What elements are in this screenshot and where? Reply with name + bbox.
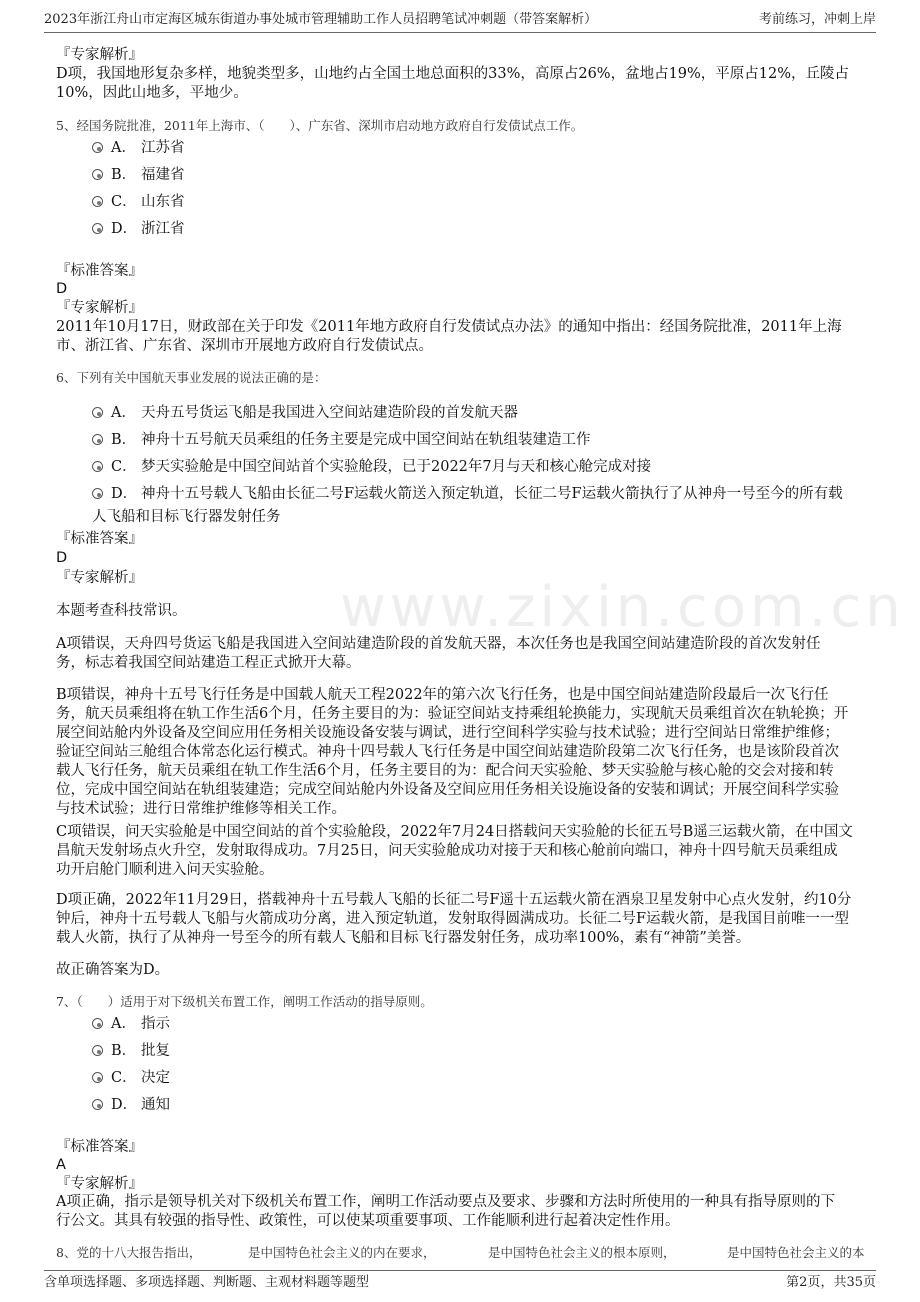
radio-icon[interactable] <box>92 1018 103 1029</box>
q7-analysis-line-2: 行公文。其具有较强的指导性、政策性，可以使某项重要事项、工作能顺利进行起着决定性作用。 <box>56 1213 680 1229</box>
q5-option-d[interactable]: D． 浙江省 <box>92 218 868 240</box>
q6-para-b-6: 位，完成中国空间站在轨组装建造；完成空间站舱内外设备及空间应用任务相关设施设备的安装和调试；开展空间科学实验 <box>56 782 839 798</box>
radio-icon[interactable] <box>92 461 103 472</box>
radio-icon[interactable] <box>92 1099 103 1110</box>
q6-para-b-7: 与技术试验；进行日常维护维修等相关工作。 <box>56 801 346 817</box>
q5-option-b[interactable]: B． 福建省 <box>92 164 868 186</box>
radio-icon[interactable] <box>92 407 103 418</box>
radio-icon[interactable] <box>92 1045 103 1056</box>
q7-answer: A <box>56 1157 66 1173</box>
q5-stem: 5、经国务院批准，2011年上海市、（ ）、广东省、深圳市启动地方政府自行发债试点工作。 <box>56 118 584 133</box>
q6-para-a-2: 务，标志着我国空间站建造工程正式掀开大幕。 <box>56 655 361 671</box>
q5-analysis-line-2: 市、浙江省、广东省、深圳市开展地方政府自行发债试点。 <box>56 338 433 354</box>
q6-analysis-intro: 本题考查科技常识。 <box>56 603 187 619</box>
q6-answer-label: 『标准答案』 <box>56 531 143 547</box>
q6-para-c-2: 昌航天发射场点火升空，发射取得成功。7月25日，问天实验舱成功对接于天和核心舱前向端口，神舟十四号航天员乘组成 <box>56 843 838 859</box>
q6-option-b[interactable]: B． 神舟十五号航天员乘组的任务主要是完成中国空间站在轨组装建造工作 <box>92 429 868 451</box>
q6-para-d-2: 钟后，神舟十五号载人飞船与火箭成功分离，进入预定轨道，发射取得圆满成功。长征二号F运载火箭，是我国目前唯一一型 <box>56 911 850 927</box>
radio-icon[interactable] <box>92 1072 103 1083</box>
q4-analysis-line-2: 10%，因此山地多，平地少。 <box>56 85 248 101</box>
q4-analysis-line-1: D项，我国地形复杂多样，地貌类型多，山地约占全国土地总面积的33%，高原占26%，盆地占19%，平原占12%，丘陵占 <box>56 66 850 82</box>
q6-answer: D <box>56 550 68 566</box>
q7-option-a[interactable]: A． 指示 <box>92 1013 868 1035</box>
page-number: 第2页，共35页 <box>786 1275 876 1290</box>
radio-icon[interactable] <box>92 223 103 234</box>
document-title: 2023年浙江舟山市定海区城东街道办事处城市管理辅助工作人员招聘笔试冲刺题（带答案解析） <box>44 12 598 27</box>
radio-icon[interactable] <box>92 142 103 153</box>
q6-analysis-label: 『专家解析』 <box>56 570 143 586</box>
q6-conclusion: 故正确答案为D。 <box>56 962 170 978</box>
q7-analysis-line-1: A项正确，指示是领导机关对下级机关布置工作，阐明工作活动要点及要求、步骤和方法时所使用的一种具有指导原则的下 <box>56 1194 835 1210</box>
q8-stem: 8、党的十八大报告指出， <box>56 1245 202 1260</box>
q5-analysis-line-1: 2011年10月17日，财政部在关于印发《2011年地方政府自行发债试点办法》的通知中指出：经国务院批准，2011年上海 <box>56 319 842 335</box>
q6-option-c[interactable]: C． 梦天实验舱是中国空间站首个实验舱段，已于2022年7月与天和核心舱完成对接 <box>92 456 868 478</box>
q5-answer-label: 『标准答案』 <box>56 263 143 279</box>
q6-para-d-1: D项正确，2022年11月29日，搭载神舟十五号载人飞船的长征二号F遥十五运载火箭在酒泉卫星发射中心点火发射，约10分 <box>56 892 852 908</box>
q6-option-d-continued: 人飞船和目标飞行器发射任务 <box>92 509 281 525</box>
q5-option-a[interactable]: A． 江苏省 <box>92 137 868 159</box>
q7-stem: 7、（ ）适用于对下级机关布置工作，阐明工作活动的指导原则。 <box>56 994 433 1009</box>
q7-option-d[interactable]: D． 通知 <box>92 1094 868 1116</box>
radio-icon[interactable] <box>92 488 103 499</box>
header-slogan: 考前练习，冲刺上岸 <box>758 12 876 27</box>
q5-option-c[interactable]: C． 山东省 <box>92 191 868 213</box>
q6-para-b-3: 展空间站舱内外设备及空间应用任务相关设施设备安装与调试，进行空间科学实验与技术试验；进行空间站日常维护维修； <box>56 725 839 741</box>
q7-analysis-label: 『专家解析』 <box>56 1176 143 1192</box>
q6-para-b-2: 务，航天员乘组将在轨工作生活6个月，任务主要目的为：验证空间站支持乘组轮换能力，实现航天员乘组首次在轨轮换；开 <box>56 706 849 722</box>
page-footer <box>44 1270 876 1295</box>
q6-option-a[interactable]: A． 天舟五号货运飞船是我国进入空间站建造阶段的首发航天器 <box>92 402 868 424</box>
q4-analysis-label: 『专家解析』 <box>56 47 143 63</box>
q5-answer: D <box>56 281 68 297</box>
q6-para-b-4: 验证空间站三舱组合体常态化运行模式。神舟十四号载人飞行任务是中国空间站建造阶段第二次飞行任务，也是该阶段首次 <box>56 744 839 760</box>
q6-para-b-5: 载人飞行任务，航天员乘组在轨工作生活6个月，任务主要目的为：配合问天实验舱、梦天实验舱与核心舱的交会对接和转 <box>56 763 834 779</box>
q5-analysis-label: 『专家解析』 <box>56 300 143 316</box>
radio-icon[interactable] <box>92 196 103 207</box>
radio-icon[interactable] <box>92 169 103 180</box>
q8-fragment-2: 是中国特色社会主义的根本原则， <box>488 1245 676 1260</box>
q8-fragment-3: 是中国特色社会主义的本 <box>727 1245 865 1260</box>
radio-icon[interactable] <box>92 434 103 445</box>
q7-option-b[interactable]: B． 批复 <box>92 1040 868 1062</box>
q6-stem: 6、下列有关中国航天事业发展的说法正确的是： <box>56 370 327 385</box>
q7-option-c[interactable]: C． 决定 <box>92 1067 868 1089</box>
q6-para-c-1: C项错误，问天实验舱是中国空间站的首个实验舱段，2022年7月24日搭载问天实验舱的长征五号B遥三运载火箭，在中国文 <box>56 824 853 840</box>
watermark: www.zixin.com.cn <box>340 575 905 640</box>
q6-para-c-3: 功开启舱门顺利进入问天实验舱。 <box>56 862 274 878</box>
q6-para-a-1: A项错误，天舟四号货运飞船是我国进入空间站建造阶段的首发航天器，本次任务也是我国空间站建造阶段的首次发射任 <box>56 636 821 652</box>
q7-answer-label: 『标准答案』 <box>56 1139 143 1155</box>
page-header <box>44 8 876 33</box>
q6-option-d[interactable]: D． 神舟十五号载人飞船由长征二号F运载火箭送入预定轨道，长征二号F运载火箭执行了从神舟一号至今的所有载 <box>92 483 868 505</box>
q6-para-d-3: 载人火箭，执行了从神舟一号至今的所有载人飞船和目标飞行器发射任务，成功率100%，素有“神箭”美誉。 <box>56 930 751 946</box>
footer-description: 含单项选择题、多项选择题、判断题、主观材料题等题型 <box>44 1275 370 1290</box>
q8-fragment-1: 是中国特色社会主义的内在要求， <box>248 1245 436 1260</box>
q6-para-b-1: B项错误，神舟十五号飞行任务是中国载人航天工程2022年的第六次飞行任务，也是中国空间站建造阶段最后一次飞行任 <box>56 687 829 703</box>
